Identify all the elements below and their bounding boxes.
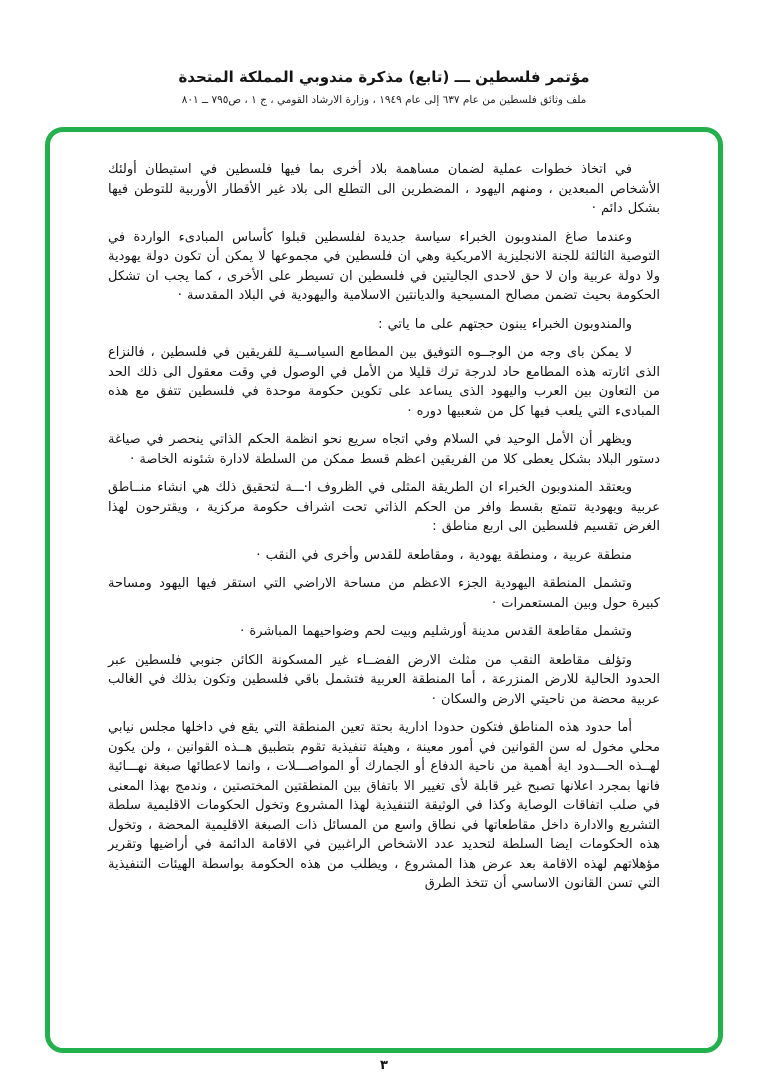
paragraph: أما حدود هذه المناطق فتكون حدودا ادارية بحتة تعين المنطقة التي يقع في داخلها مجلس نيابي محلي مخول له سن القوانين في أمور معينة ، وهيئة تنفيذية تقوم بتطبيق هــذه القوانين ، ولن يكون لهــذه الحـــدود اية أهمية من ناحية الدفاع أو الجمارك أو المواصـــلات ، وانما لاعطائها صبغة نهـــائية فانها بمجرد اعلانها تصبح غير قابلة لأى تغيير الا باتفاق بين المنطقتين المختصتين ، وندمج بهذا المعنى في صلب اتفاقات الوصاية وكذا في الوثيقة التنفيذية لهذا المشروع وتخول الحكومات الاقليمية سلطة التشريع والادارة داخل مقاطعاتها في نطاق واسع من المسائل ذات الصبغة الاقليمية المحضة ، وتخول هذه الحكومات ايضا السلطة لتحديد عدد الاشخاص الراغبين في الاقامة الدائمة في أراضيها وتقرير مؤهلاتهم لهذه الاقامة بعد عرض هذا المشروع ، ويطلب من هذه الحكومة بواسطة الهيئات التنفيذية التي تسن القانون الاساسي أن تتخذ الطرق xyxy=(108,720,660,891)
paragraph: ويظهر أن الأمل الوحيد في السلام وفي اتجاه سريع نحو انظمة الحكم الذاتي ينحصر في صياغة دستور البلاد بشكل يعطى كلا من الفريقين اعظم قسط ممكن من السلطة لادارة شئونه الخاصة · xyxy=(108,432,660,467)
document-title: مؤتمر فلسطين ـــ (تابع) مذكرة مندوبي المملكة المتحدة xyxy=(178,68,590,86)
paragraph: في اتخاذ خطوات عملية لضمان مساهمة بلاد أخرى بما فيها فلسطين في استيطان أولئك الأشخاص المبعدين ، ومنهم اليهود ، المضطرين الى التطلع الى بلاد غير الأقطار الأوربية للتوطن فيها بشكل دائم · xyxy=(108,162,660,216)
page-number: ٣ xyxy=(380,1058,388,1073)
paragraph: والمندوبون الخبراء يبنون حجتهم على ما ياتي : xyxy=(378,316,632,332)
paragraph: وتؤلف مقاطعة النقب من مثلث الارض الفضــاء غير المسكونة الكائن جنوبي فلسطين عبر الحدود الحالية للارض المنزرعة ، أما المنطقة العربية فتشمل باقي فلسطين وتكون بذلك في الغالب عربية محضة من ناحيتي الارض والسكان · xyxy=(108,652,660,707)
paragraph: لا يمكن باى وجه من الوجــوه التوفيق بين المطامع السياســية للفريقين في فلسطين ، فالنزاع الذى اثارته هذه المطامع حاد لدرجة ترك قليلا من الأمل في الوصول في وقت معقول الى ذلك الحد من التعاون بين العرب واليهود الذى يساعد على تكوين حكومة موحدة في فلسطين تتفق مع هذه المبادىء التي يلعب فيها كل من شعبيها دوره · xyxy=(108,345,660,419)
paragraph: منطقة عربية ، ومنطقة يهودية ، ومقاطعة للقدس وأخرى في النقب · xyxy=(256,547,632,563)
page-header xyxy=(0,68,768,106)
document-body xyxy=(108,160,660,903)
paragraph: وعندما صاغ المندوبون الخبراء سياسة جديدة لفلسطين قبلوا كأساس المبادىء الواردة في التوصية الثالثة للجنة الانجليزية الامريكية وهي ان فلسطين في مجموعها لا يمكن أن تكون دولة يهودية ولا دولة عربية وان لا حق لاحدى الجاليتين في فلسطين ان تسيطر على الأخرى ، كما يجب ان تشكل الحكومة بحيث تضمن مصالح المسيحية والديانتين الاسلامية واليهودية في البلاد المقدسة · xyxy=(108,229,660,303)
document-source-citation: ملف وثائق فلسطين من عام ٦٣٧ إلى عام ١٩٤٩ ، وزارة الارشاد القومي ، ج ١ ، ص٧٩٥ ــ ٨٠١ xyxy=(181,94,587,106)
paragraph: وتشمل مقاطعة القدس مدينة أورشليم وبيت لحم وضواحيهما المباشرة · xyxy=(240,624,632,639)
paragraph: ويعتقد المندوبون الخبراء ان الطريقة المثلى في الظروف ا·ـــة لتحقيق ذلك هي انشاء منــاطق عربية ويهودية تتمتع بقسط وافر من الحكم الذاتي تحت اشراف حكومة مركزية ، ويقترحون لهذا الغرض تقسيم فلسطين الى اربع مناطق : xyxy=(108,480,660,534)
paragraph: وتشمل المنطقة اليهودية الجزء الاعظم من مساحة الاراضي التي استقر فيها اليهود ومساحة كبيرة حول وبين المستعمرات · xyxy=(108,576,660,611)
